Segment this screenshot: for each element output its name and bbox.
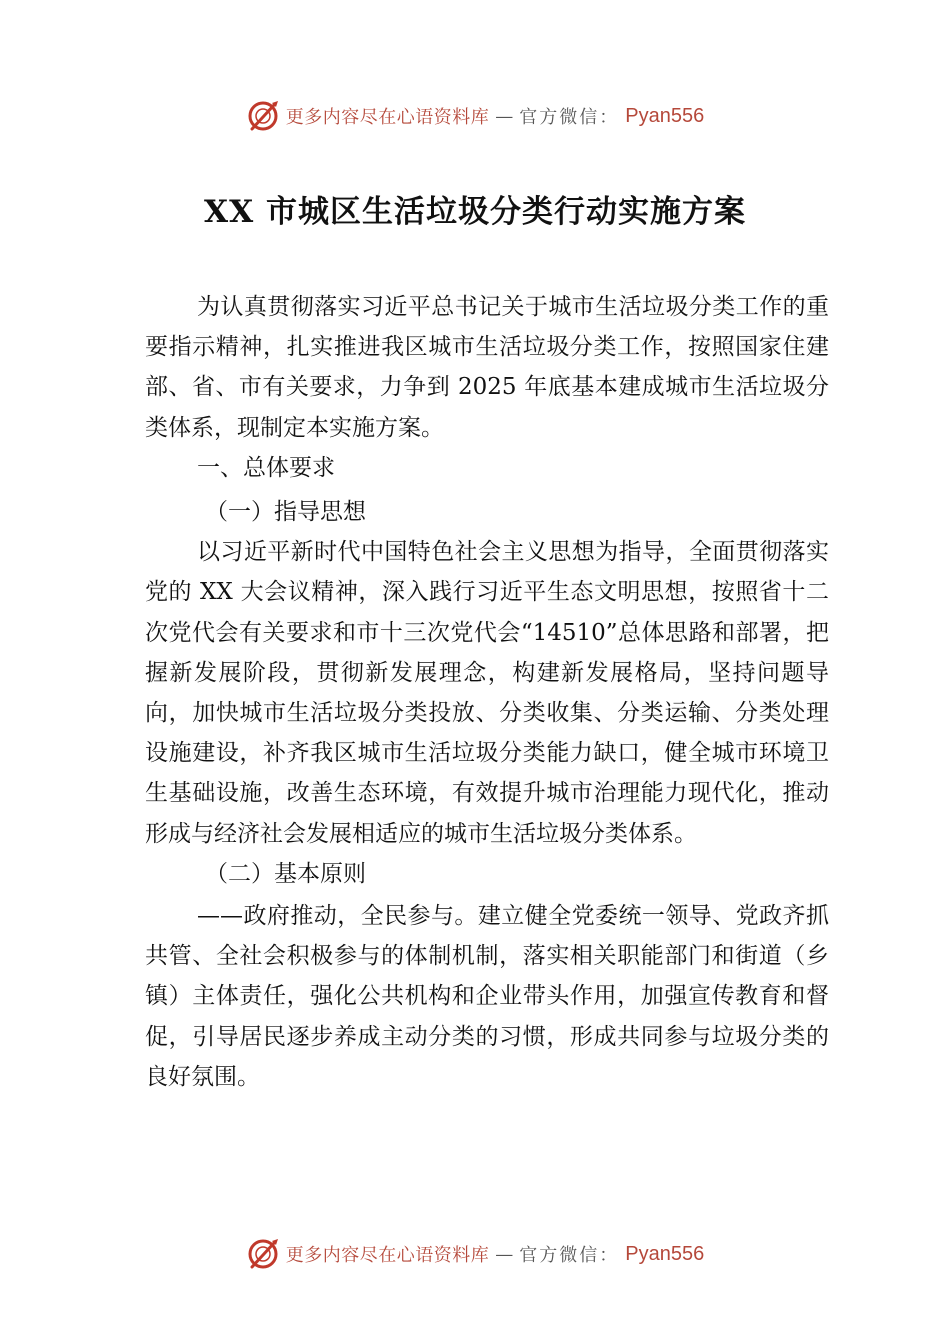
section-1-heading: 一、总体要求 bbox=[197, 454, 335, 481]
subsection-1-heading: （一）指导思想 bbox=[205, 499, 366, 526]
document-body bbox=[145, 287, 829, 1097]
subsection-2-paragraph: ——政府推动，全民参与。建立健全党委统一领导、党政齐抓共管、全社会积极参与的体制机制，落实相关职能部门和街道（乡镇）主体责任，强化公共机构和企业带头作用，加强宣传教育和督促，引导居民逐步养成主动分类的习惯，形成共同参与垃圾分类的良好氛围。 bbox=[145, 903, 829, 1090]
subsection-1-paragraph: 以习近平新时代中国特色社会主义思想为指导，全面贯彻落实党的 XX 大会议精神，深入践行习近平生态文明思想，按照省十二次党代会有关要求和市十三次党代会“14510”总体思路和部署，把握新发展阶段，贯彻新发展理念，构建新发展格局，坚持问题导向，加快城市生活垃圾分类投放、分类收集、分类运输、分类处理设施建设，补齐我区城市生活垃圾分类能力缺口，健全城市环境卫生基础设施，改善生态环境，有效提升城市治理能力现代化，推动形成与经济社会发展相适应的城市生活垃圾分类体系。 bbox=[145, 539, 829, 847]
watermark-text: 更多内容尽在心语资料库 bbox=[285, 1245, 490, 1266]
intro-paragraph: 为认真贯彻落实习近平总书记关于城市生活垃圾分类工作的重要指示精神，扎实推进我区城市生活垃圾分类工作，按照国家住建部、省、市有关要求，力争到 2025 年底基本建成城市生活垃圾分类体系，现制定本实施方案。 bbox=[145, 294, 829, 441]
watermark-label: 官方微信： bbox=[519, 1245, 620, 1266]
watermark-separator: — bbox=[495, 105, 514, 127]
watermark-wechat-id: Pyan556 bbox=[625, 1242, 705, 1265]
watermark-text: 更多内容尽在心语资料库 bbox=[285, 107, 490, 128]
subsection-2-heading: （二）基本原则 bbox=[205, 860, 366, 887]
brush-logo-icon bbox=[246, 99, 280, 133]
watermark-wechat-id: Pyan556 bbox=[625, 104, 705, 127]
watermark-label: 官方微信： bbox=[519, 107, 620, 128]
document-title: XX 市城区生活垃圾分类行动实施方案 bbox=[204, 194, 746, 230]
brush-logo-icon bbox=[246, 1237, 280, 1271]
header-watermark bbox=[0, 96, 950, 136]
footer-watermark bbox=[0, 1234, 950, 1274]
watermark-separator: — bbox=[495, 1243, 514, 1265]
